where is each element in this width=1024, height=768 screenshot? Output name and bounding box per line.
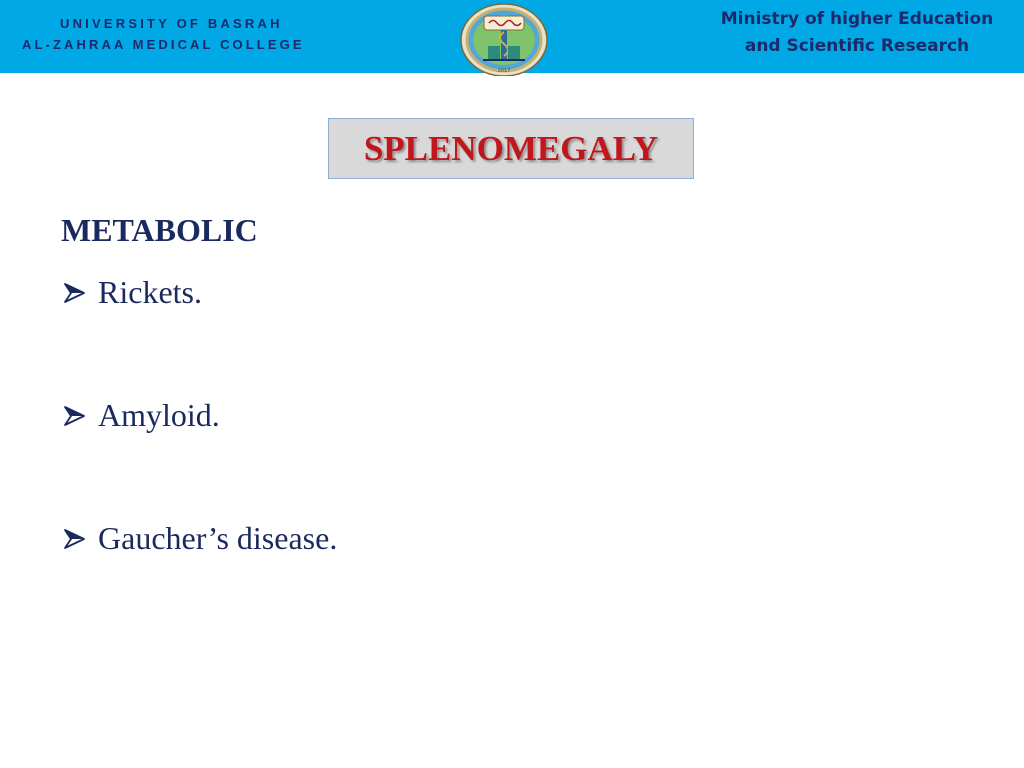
college-seal-icon bbox=[459, 2, 549, 76]
list-item-text: Gaucher’s disease. bbox=[98, 520, 338, 556]
slide-title: SPLENOMEGALY bbox=[363, 128, 659, 168]
ministry-line-2: and Scientific Research bbox=[744, 36, 970, 56]
header-bar bbox=[0, 0, 1024, 73]
slide-title-box bbox=[328, 118, 694, 179]
ministry-name bbox=[702, 6, 1012, 60]
svg-text:2017: 2017 bbox=[497, 68, 511, 74]
list-item bbox=[62, 274, 202, 311]
university-name: UNIVERSITY OF BASRAH bbox=[60, 16, 283, 31]
arrow-bullet-icon bbox=[62, 280, 88, 306]
ministry-line-1: Ministry of higher Education bbox=[720, 9, 994, 29]
arrow-bullet-icon bbox=[62, 403, 88, 429]
list-item bbox=[62, 397, 220, 434]
arrow-bullet-icon bbox=[62, 526, 88, 552]
list-item-text: Rickets. bbox=[98, 274, 202, 310]
college-name: AL-ZAHRAA MEDICAL COLLEGE bbox=[22, 37, 305, 52]
list-item-text: Amyloid. bbox=[98, 397, 220, 433]
list-item bbox=[62, 520, 337, 557]
section-heading: METABOLIC bbox=[61, 212, 258, 248]
